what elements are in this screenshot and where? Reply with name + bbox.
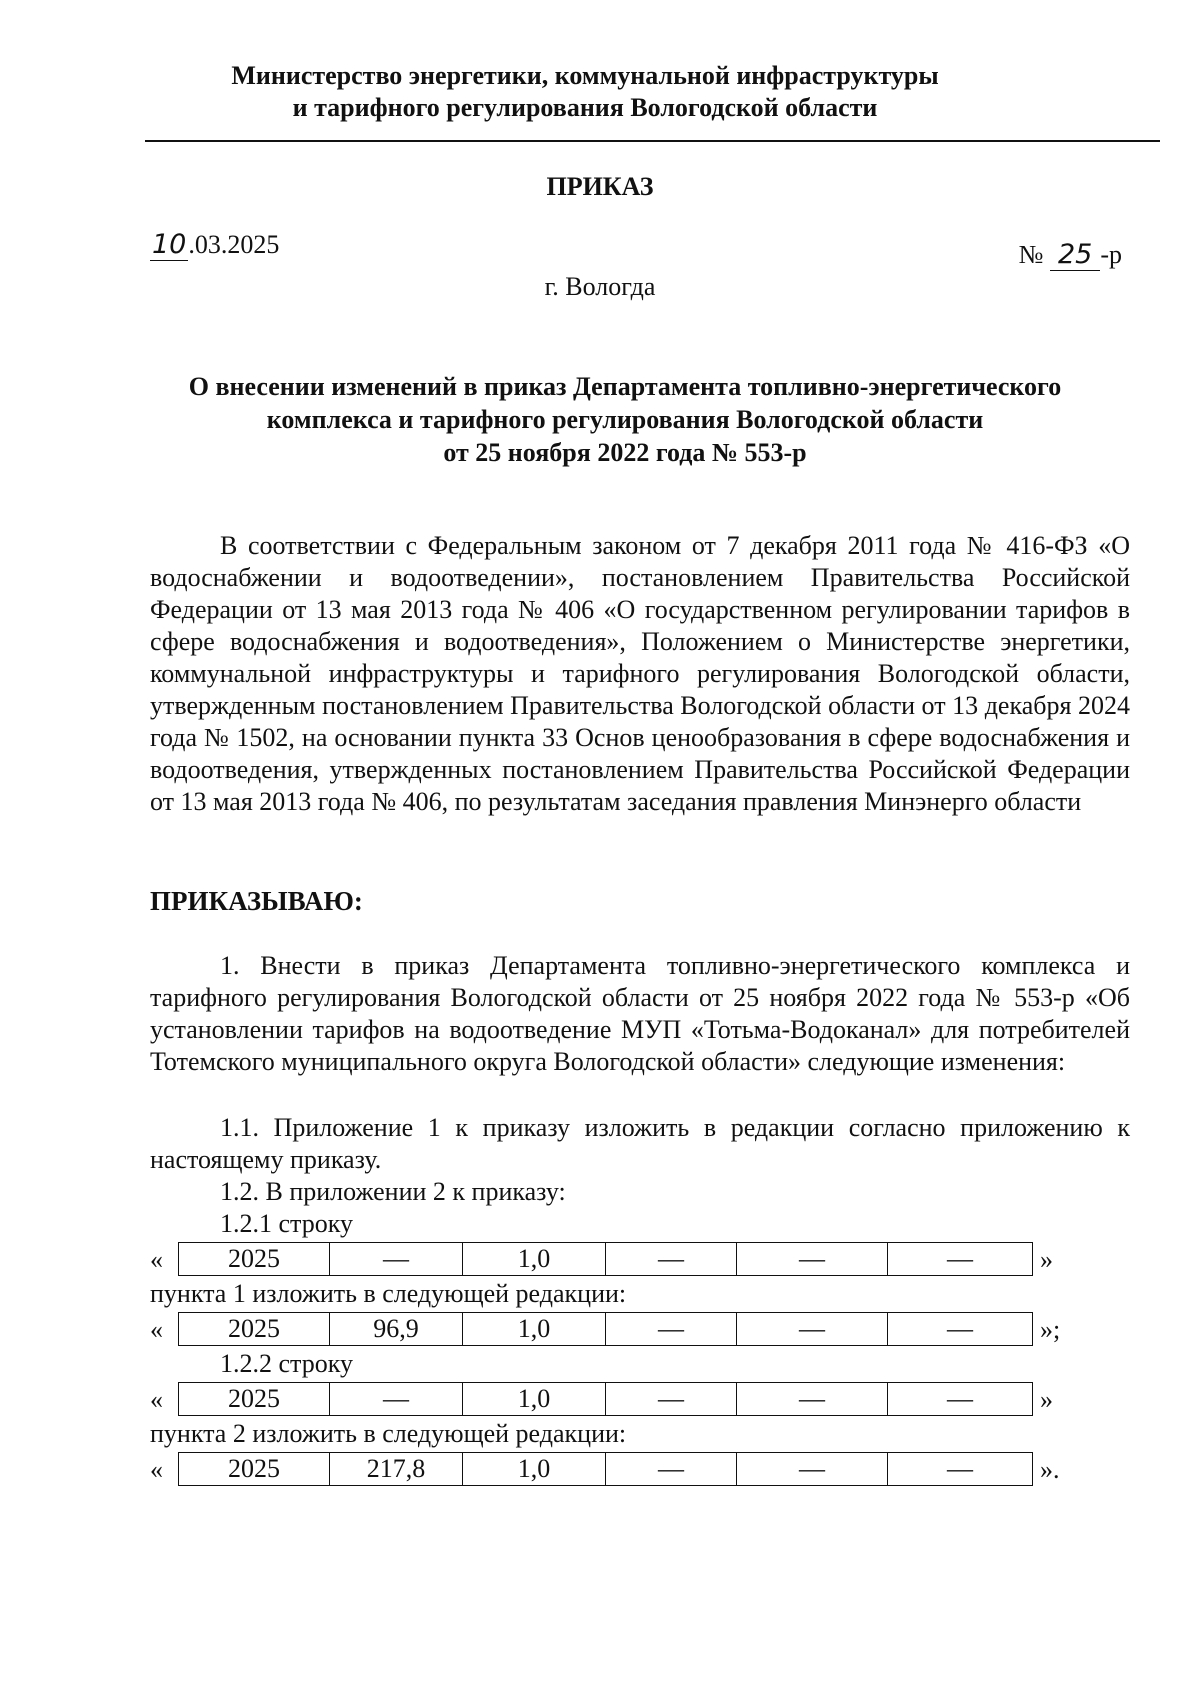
row-1-value: — [330,1243,463,1276]
subject-line-3: от 25 ноября 2022 года № 553-р [443,438,807,467]
item-1-1-paragraph: 1.1. Приложение 1 к приказу изложить в редакции согласно приложению к настоящему приказу. [150,1113,1130,1174]
row-2-col4: — [606,1313,737,1346]
order-word: ПРИКАЗЫВАЮ: [150,886,363,916]
row-1-close-quote: » [1040,1245,1053,1274]
row-1-col4: — [606,1243,737,1276]
date-month-year: .03.2025 [188,230,280,259]
document-city: г. Вологда [544,272,656,301]
row-3-year: 2025 [179,1383,330,1416]
ministry-name [150,60,1020,124]
row-2-table [178,1312,1033,1346]
row-4-value: 217,8 [330,1453,463,1486]
table-row [179,1383,1033,1416]
header-divider [145,140,1160,142]
row-4-col4: — [606,1453,737,1486]
ministry-line-2: и тарифного регулирования Вологодской области [292,93,878,122]
row-3-coefficient: 1,0 [463,1383,606,1416]
item-1-2-paragraph: 1.2. В приложении 2 к приказу: [220,1177,566,1206]
document-type: ПРИКАЗ [546,172,654,201]
ministry-line-1: Министерство энергетики, коммунальной инфраструктуры [231,61,939,90]
row-1-year: 2025 [179,1243,330,1276]
row-4-coefficient: 1,0 [463,1453,606,1486]
table-row [179,1243,1033,1276]
row-3-value: — [330,1383,463,1416]
row-2-coefficient: 1,0 [463,1313,606,1346]
row-4-open-quote: « [150,1455,163,1484]
row-3-col6: — [888,1383,1033,1416]
row-1-col5: — [737,1243,888,1276]
document-date [150,230,279,261]
row-4-year: 2025 [179,1453,330,1486]
row-3-open-quote: « [150,1385,163,1414]
document-subject [120,370,1130,469]
row-2-col5: — [737,1313,888,1346]
row-1-coefficient: 1,0 [463,1243,606,1276]
row-3-table [178,1382,1033,1416]
item-1-2-2-after: пункта 2 изложить в следующей редакции: [150,1419,627,1448]
row-1-table [178,1242,1033,1276]
item-1-2-2-paragraph: 1.2.2 строку [220,1349,353,1378]
row-3-close-quote: » [1040,1385,1053,1414]
date-day-handwritten: 10 [152,229,187,260]
item-1-2-1-after: пункта 1 изложить в следующей редакции: [150,1279,627,1308]
row-4-table [178,1452,1033,1486]
preamble-paragraph: В соответствии с Федеральным законом от 7 декабря 2011 года № 416-ФЗ «О водоснабжении и водоотведении», постановлением Правительства Российской Федерации от 13 мая 2013 года № 406 «О государственном регулировании тарифов в сфере водоснабжения и водоотведения», Положением о Министерстве энергетики, коммунальной инфраструктуры и тарифного регулирования Вологодской области, утвержденным постановлением Правительства Вологодской области от 13 декабря 2024 года № 1502, на основании пункта 33 Основ ценообразования в сфере водоснабжения и водоотведения, утвержденных постановлением Правительства Российской Федерации от 13 мая 2013 года № 406, по результатам заседания правления Минэнерго области [150,531,1130,816]
number-handwritten: 25 [1050,240,1100,271]
document-number [1019,240,1122,271]
number-suffix: -р [1100,240,1122,269]
row-3-col5: — [737,1383,888,1416]
row-1-col6: — [888,1243,1033,1276]
row-2-value: 96,9 [330,1313,463,1346]
row-1-open-quote: « [150,1245,163,1274]
row-2-close-quote: »; [1040,1315,1061,1344]
item-1-paragraph: 1. Внести в приказ Департамента топливно-энергетического комплекса и тарифного регулирования Вологодской области от 25 ноября 2022 года № 553-р «Об установлении тарифов на водоотведение МУП «Тотьма-Водоканал» для потребителей Тотемского муниципального округа Вологодской области» следующие изменения: [150,951,1130,1076]
number-sign: № [1018,240,1044,269]
row-2-year: 2025 [179,1313,330,1346]
row-3-col4: — [606,1383,737,1416]
row-4-close-quote: ». [1040,1455,1060,1484]
table-row [179,1453,1033,1486]
subject-line-2: комплекса и тарифного регулирования Вологодской области [266,405,984,434]
row-4-col6: — [888,1453,1033,1486]
row-2-open-quote: « [150,1315,163,1344]
table-row [179,1313,1033,1346]
subject-line-1: О внесении изменений в приказ Департамента топливно-энергетического [188,372,1062,401]
item-1-2-1-paragraph: 1.2.1 строку [220,1209,353,1238]
row-4-col5: — [737,1453,888,1486]
row-2-col6: — [888,1313,1033,1346]
